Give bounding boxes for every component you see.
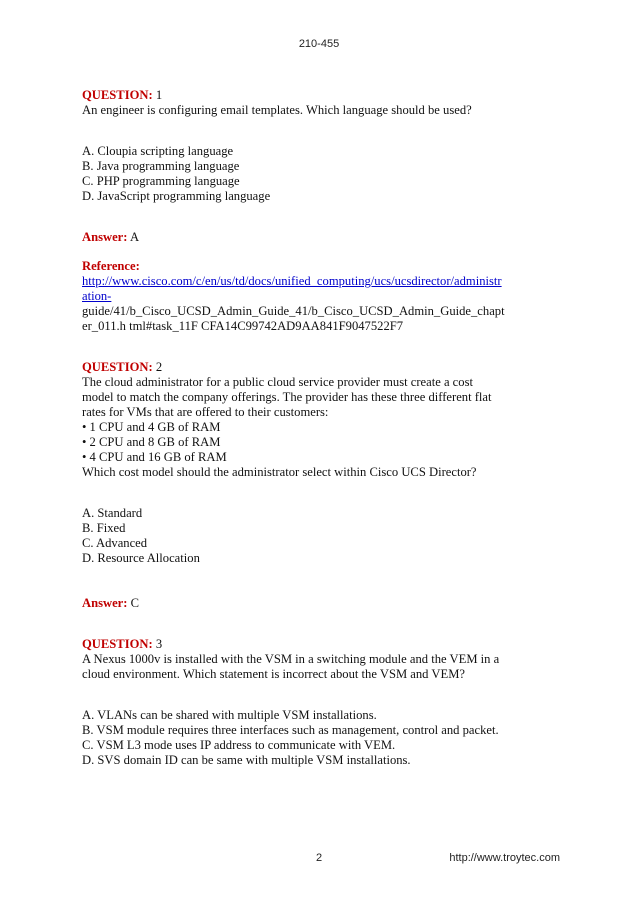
question-3-text-line: cloud environment. Which statement is incorrect about the VSM and VEM? (82, 667, 465, 681)
option-c: C. PHP programming language (82, 174, 240, 188)
answer-label: Answer: (82, 230, 128, 244)
question-2-heading (82, 360, 522, 375)
option-a: A. Cloupia scripting language (82, 144, 234, 158)
option-c: C. Advanced (82, 536, 148, 550)
answer-label: Answer: (82, 596, 128, 610)
question-label: QUESTION: (82, 88, 153, 102)
option-b: B. Java programming language (82, 159, 240, 173)
question-2-text-line: model to match the company offerings. The provider has these three different flat (82, 390, 492, 404)
option-d: D. SVS domain ID can be same with multiple VSM installations. (82, 753, 411, 767)
answer-2 (82, 596, 522, 611)
option-b: B. Fixed (82, 521, 126, 535)
option-a: A. VLANs can be shared with multiple VSM installations. (82, 708, 377, 722)
answer-1 (82, 230, 522, 245)
option-d: D. JavaScript programming language (82, 189, 271, 203)
question-1-heading (82, 88, 522, 103)
question-number: 2 (155, 360, 163, 374)
option-d: D. Resource Allocation (82, 551, 200, 565)
option-a: A. Standard (82, 506, 143, 520)
option-c: C. VSM L3 mode uses IP address to communicate with VEM. (82, 738, 396, 752)
document-code-header: 210-455 (298, 38, 340, 50)
question-2-text-line: The cloud administrator for a public cloud service provider must create a cost (82, 375, 473, 389)
reference-label: Reference: (82, 259, 140, 273)
question-2-text-line: Which cost model should the administrator select within Cisco UCS Director? (82, 465, 477, 479)
reference-link-line-2[interactable]: ation- (82, 289, 112, 303)
document-body (82, 88, 522, 768)
reference-text-line-1: guide/41/b_Cisco_UCSD_Admin_Guide_41/b_Cisco_UCSD_Admin_Guide_chapt (82, 304, 505, 318)
question-number: 3 (155, 637, 163, 651)
answer-value: A (129, 230, 140, 244)
option-b: B. VSM module requires three interfaces such as management, control and packet. (82, 723, 499, 737)
reference-heading (82, 259, 522, 274)
page-number: 2 (315, 852, 323, 864)
question-2-text-line: rates for VMs that are offered to their customers: (82, 405, 329, 419)
question-3-heading (82, 637, 522, 652)
answer-value: C (130, 596, 140, 610)
reference-link-line-1[interactable]: http://www.cisco.com/c/en/us/td/docs/unified_computing/ucs/ucsdirector/administr (82, 274, 502, 288)
question-number: 1 (155, 88, 163, 102)
question-label: QUESTION: (82, 360, 153, 374)
question-2-bullet: • 1 CPU and 4 GB of RAM (82, 420, 221, 434)
question-label: QUESTION: (82, 637, 153, 651)
reference-text-line-2: er_011.h tml#task_11F CFA14C99742AD9AA841F9047522F7 (82, 319, 404, 333)
question-2-bullet: • 2 CPU and 8 GB of RAM (82, 435, 221, 449)
footer-url: http://www.troytec.com (449, 852, 560, 864)
question-3-text-line: A Nexus 1000v is installed with the VSM in a switching module and the VEM in a (82, 652, 500, 666)
question-1-text: An engineer is configuring email templates. Which language should be used? (82, 103, 472, 117)
question-2-bullet: • 4 CPU and 16 GB of RAM (82, 450, 227, 464)
